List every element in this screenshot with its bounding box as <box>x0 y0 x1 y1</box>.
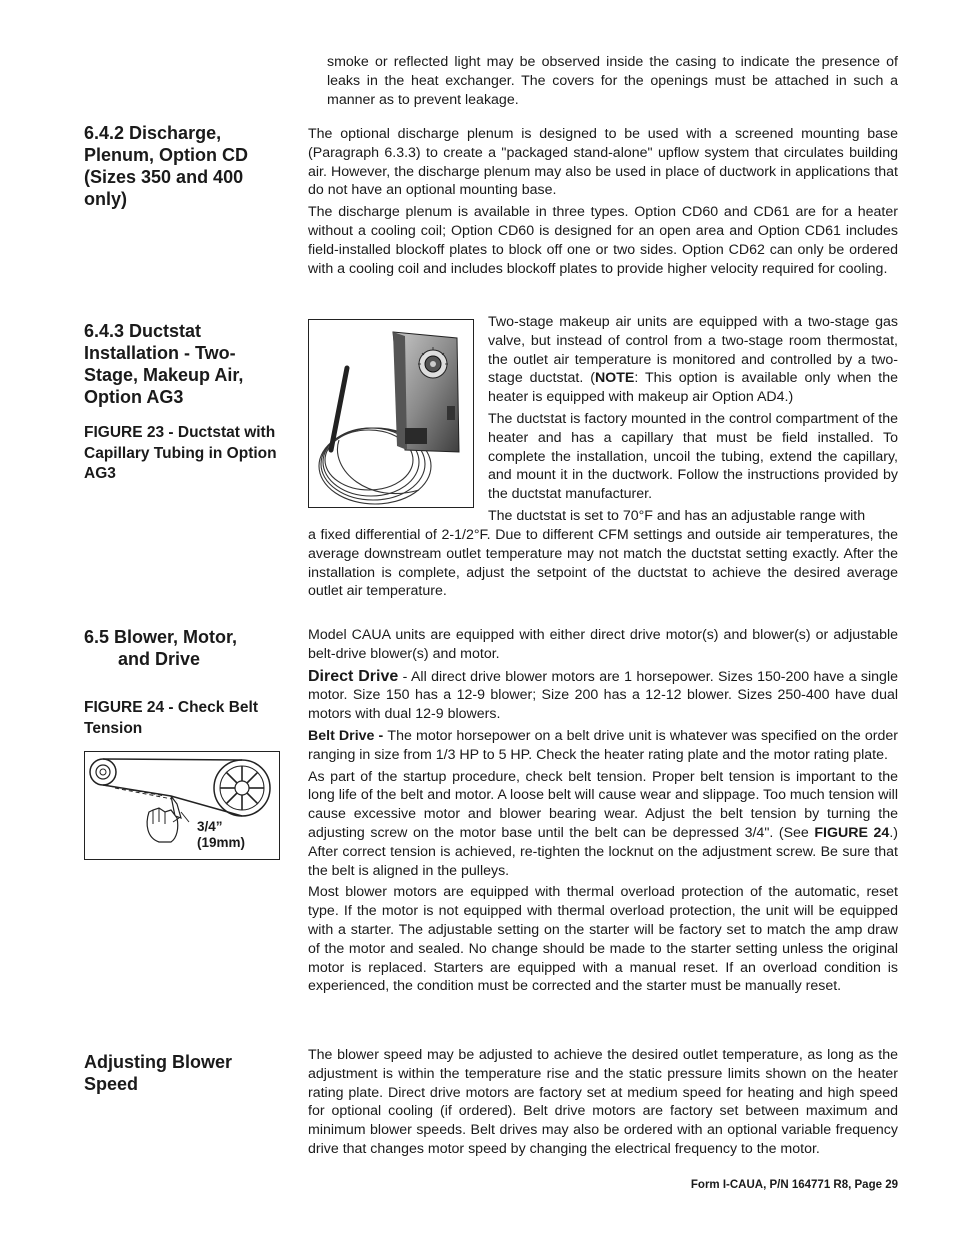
belt-tension-illustration <box>85 752 278 858</box>
section-643-p1-b: : This option is available only when the heater is equipped with makeup air Option AD4.) <box>488 370 898 406</box>
figure-24-caption: FIGURE 24 - Check Belt Tension <box>84 699 258 737</box>
section-65-heading-line2: and Drive <box>118 649 201 669</box>
direct-drive-title: Direct Drive <box>308 667 399 685</box>
adjusting-blower-speed-text: The blower speed may be adjusted to achieve the desired outlet temperature, as long as the adjustment is within the temperature rise and the static pressure limits shown on the heater rating plate. Direct drive motors are factory set at medium speed for heating and high speed for optional cooling (if ordered). Belt drive motors are factory set between maximum and minimum blower speeds. Belt drives may also be ordered with an optional variable frequency drive that changes motor speed by changing the electrical frequency to the motor. <box>308 1047 898 1157</box>
section-643-p3-cont: a fixed differential of 2-1/2°F. Due to different CFM settings and outside air temperatures, the average downstream outlet temperature may not match the ductstat setting exactly. After the installation is complete, adjust the setpoint of the ductstat to achieve the desired average outlet air temperature. <box>308 527 898 600</box>
figure-24-label <box>197 819 245 851</box>
startup-text-b: .) After correct tension is achieved, re-tighten the locknut on the adjustment screw. Be sure that the belt is aligned in the pulleys. <box>308 824 898 879</box>
adjusting-blower-speed-heading: Adjusting Blower Speed <box>84 1052 232 1094</box>
section-643-p3-start: The ductstat is set to 70°F and has an adjustable range with <box>488 507 866 524</box>
section-642-p2: The discharge plenum is available in three types. Option CD60 and CD61 are for a heater without a cooling coil; Option CD60 is designed for an open area and Option CD61 includes field-installed blockoff plates to block off one or two sides. Option CD62 can only be ordered with a cooling coil and includes blockoff plates to provide higher velocity required for cooling. <box>308 204 898 277</box>
figure-24-belt-tension-image <box>84 751 280 860</box>
section-642-heading: 6.4.2 Discharge, Plenum, Option CD (Sizes 350 and 400 only) <box>84 123 248 209</box>
section-643-p2: The ductstat is factory mounted in the control compartment of the heater and has a capillary that must be field installed. To complete the installation, uncoil the tubing, extend the capillary, and mount it in the ductwork. Follow the instructions provided by the ductstat manufacturer. <box>488 410 898 503</box>
direct-drive-text: - All direct drive blower motors are 1 horsepower. Sizes 150-200 have a single motor. Size 150 has a 12-9 blower; Size 200 has a 12-12 blower. Sizes 250-400 have dual motors with dual 12-9 blowers. <box>308 668 898 723</box>
belt-drive-title: Belt Drive - <box>308 727 388 744</box>
figure-23-ductstat-image <box>308 319 474 508</box>
figure-23-caption: FIGURE 23 - Ductstat with Capillary Tubing in Option AG3 <box>84 424 277 482</box>
belt-drive-text: The motor horsepower on a belt drive unit is whatever was specified on the order ranging in size from 1/3 HP to 5 HP. Check the heater rating plate and the motor rating plate. <box>308 727 898 763</box>
section-642-p1: The optional discharge plenum is designed to be used with a screened mounting base (Paragraph 6.3.3) to create a "packaged stand-alone" upflow system that circulates building air. However, the discharge plenum may also be used in place of ductwork in applications that do not have an optional mounting base. <box>308 126 898 199</box>
section-643-p1 <box>488 313 898 407</box>
section-65-p1: Model CAUA units are equipped with either direct drive motor(s) and blower(s) or adjustable belt-drive blower(s) and motor. <box>308 627 898 662</box>
overload-paragraph: Most blower motors are equipped with thermal overload protection of the automatic, reset type. If the motor is not equipped with thermal overload protection, the unit will be equipped with a starter. The adjustable setting on the starter will be factory set to match the amp draw of the motor and sealed. No change should be made to the starter setting unless the original motor is replaced. Starters are equipped with a manual reset. If an overload condition is experienced, the condition must be corrected and the starter must be manually reset. <box>308 884 898 995</box>
direct-drive-paragraph <box>308 668 898 724</box>
section-643-heading: 6.4.3 Ductstat Installation - Two-Stage, Makeup Air, Option AG3 <box>84 321 244 407</box>
section-643-body-right <box>488 313 898 526</box>
section-65-heading-line1: 6.5 Blower, Motor, <box>84 627 238 647</box>
startup-belt-paragraph <box>308 768 898 881</box>
intro-paragraph: smoke or reflected light may be observed inside the casing to indicate the presence of leaks in the heat exchanger. The covers for the openings must be attached in such a manner as to prevent leakage. <box>327 54 898 108</box>
figure-24-label-line1: 3/4” <box>197 819 223 834</box>
ductstat-illustration <box>309 320 472 506</box>
figure-24-reference: FIGURE 24 <box>814 824 890 841</box>
section-65-heading <box>84 626 284 670</box>
note-label: NOTE <box>594 370 635 387</box>
section-65-body <box>308 626 898 999</box>
belt-drive-paragraph <box>308 727 898 765</box>
section-643-p1-a: Two-stage makeup air units are equipped with a two-stage gas valve, but instead of control from a two-stage room thermostat, the outlet air temperature is monitored and controlled by a two-stage ductstat. ( <box>488 314 898 387</box>
section-642-body <box>308 125 898 281</box>
page-footer: Form I-CAUA, P/N 164771 R8, Page 29 <box>690 1179 898 1191</box>
startup-text-a: As part of the startup procedure, check belt tension. Proper belt tension is important to the long life of the belt and motor. A loose belt will cause wear and slippage. Too much tension will cause excessive motor and blower bearing wear. Adjust the belt tension by turning the adjusting screw on the motor base until the belt can be depressed 3/4". (See <box>308 768 898 841</box>
figure-24-label-line2: (19mm) <box>197 835 246 850</box>
